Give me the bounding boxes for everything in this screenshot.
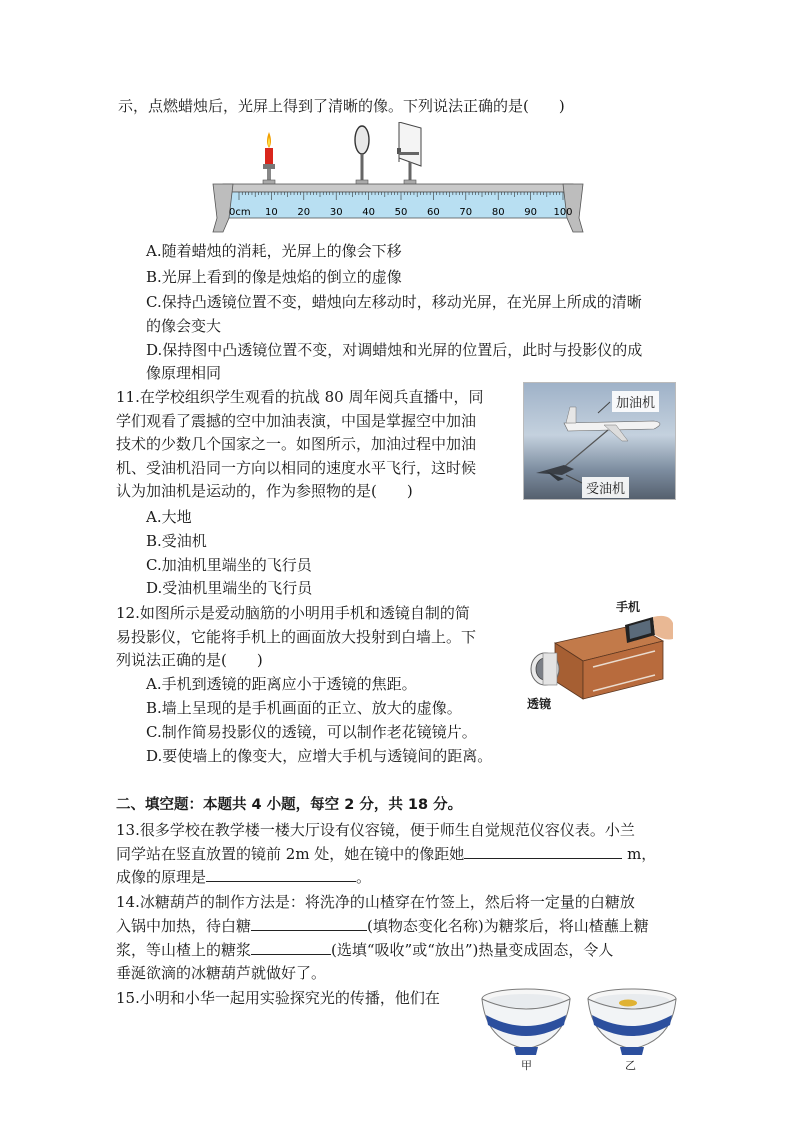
q13-unit: m，	[622, 845, 657, 863]
q11-option-a: A.大地	[146, 508, 192, 526]
bowl-jia-icon	[482, 989, 570, 1055]
bench-tick-label: 70	[459, 207, 473, 218]
bowls-figure	[478, 985, 688, 1073]
q14-blank-heat[interactable]	[251, 940, 331, 955]
bowls-svg	[478, 985, 688, 1073]
q13-period: 。	[356, 868, 372, 886]
coin-icon	[619, 1000, 637, 1007]
q11-option-d: D.受油机里端坐的飞行员	[146, 579, 313, 597]
optical-bench-svg	[205, 122, 590, 234]
q11-stem-line3: 技术的少数几个国家之一。如图所示，加油过程中加油	[116, 435, 477, 453]
tanker-aircraft-icon	[564, 407, 660, 467]
q15-line1: 15.小明和小华一起用实验探究光的传播，他们在	[116, 989, 440, 1007]
q14-line2	[116, 916, 649, 936]
q14-line2-tail: (填物态变化名称)为糖浆后，将山楂蘸上糖	[367, 917, 649, 935]
q11-option-c: C.加油机里端坐的飞行员	[146, 556, 312, 574]
q14-line3-text: 浆，等山楂上的糖浆	[116, 941, 252, 959]
q12-stem-line2: 易投影仪，它能将手机上的画面放大投射到白墙上。下	[116, 628, 477, 646]
q12-stem-line3: 列说法正确的是( )	[116, 651, 263, 669]
q10-option-d: D.保持图中凸透镜位置不变，对调蜡烛和光屏的位置后，此时与投影仪的成	[146, 341, 643, 359]
diy-projector-photo	[523, 595, 676, 715]
bench-tick-label: 100	[553, 207, 573, 218]
q13-line3-text: 成像的原理是	[116, 868, 207, 886]
q14-line2-text: 入锅中加热，待白糖	[116, 917, 252, 935]
q13-line3	[116, 867, 371, 887]
bench-tick-label: 60	[427, 207, 440, 218]
bowl-jia-label: 甲	[521, 1059, 532, 1072]
q10-stem: 示，点燃蜡烛后，光屏上得到了清晰的像。下列说法正确的是( )	[118, 97, 565, 115]
q10-option-d-cont: 像原理相同	[146, 364, 222, 382]
q11-stem-line2: 学们观看了震撼的空中加油表演，中国是掌握空中加油	[116, 412, 477, 430]
optical-bench-figure	[205, 122, 590, 234]
tanker-label: 加油机	[612, 391, 659, 412]
q10-option-b: B.光屏上看到的像是烛焰的倒立的虚像	[146, 268, 402, 286]
section-two-heading: 二、填空题：本题共 4 小题，每空 2 分，共 18 分。	[116, 797, 463, 813]
q12-option-b: B.墙上呈现的是手机画面的正立、放大的虚像。	[146, 699, 462, 717]
q14-line3	[116, 940, 613, 960]
bench-tick-label: 10	[265, 207, 278, 218]
q14-line4: 垂涎欲滴的冰糖葫芦就做好了。	[116, 964, 327, 982]
bench-tick-label: 80	[491, 207, 505, 218]
candle-icon	[263, 132, 275, 188]
q12-stem-line1: 12.如图所示是爱动脑筋的小明用手机和透镜自制的简	[116, 604, 470, 622]
q11-stem-line5: 认为加油机是运动的，作为参照物的是( )	[116, 482, 413, 500]
q14-line3-tail: (选填“吸收”或“放出”)热量变成固态，令人	[331, 941, 614, 959]
bench-tick-label: 40	[362, 207, 375, 218]
q12-option-c: C.制作简易投影仪的透镜，可以制作老花镜镜片。	[146, 723, 477, 741]
q13-line1: 13.很多学校在教学楼一楼大厅设有仪容镜，便于师生自觉规范仪容仪表。小兰	[116, 821, 635, 839]
q13-blank-principle[interactable]	[206, 867, 356, 882]
q13-line2	[116, 844, 656, 864]
q10-option-a: A.随着蜡烛的消耗，光屏上的像会下移	[146, 242, 402, 260]
q12-option-a: A.手机到透镜的距离应小于透镜的焦距。	[146, 675, 417, 693]
bench-unit-label: 0cm	[229, 207, 251, 218]
bowl-yi-label: 乙	[625, 1059, 636, 1072]
q13-line2-text: 同学站在竖直放置的镜前 2m 处，她在镜中的像距她	[116, 845, 465, 863]
q11-option-b: B.受油机	[146, 532, 207, 550]
lens-label: 透镜	[527, 697, 552, 711]
phone-label: 手机	[616, 600, 641, 614]
q14-line1: 14.冰糖葫芦的制作方法是：将洗净的山楂穿在竹签上，然后将一定量的白糖放	[116, 893, 635, 911]
q10-option-c-cont: 的像会变大	[146, 317, 222, 335]
bench-tick-label: 20	[297, 207, 311, 218]
light-screen-icon	[397, 122, 421, 188]
receiver-label: 受油机	[582, 477, 629, 498]
bowl-yi-icon	[588, 989, 676, 1055]
q10-option-c: C.保持凸透镜位置不变，蜡烛向左移动时，移动光屏，在光屏上所成的清晰	[146, 293, 642, 311]
q11-stem-line1: 11.在学校组织学生观看的抗战 80 周年阅兵直播中，同	[116, 388, 484, 406]
lens-barrel-icon	[531, 653, 559, 685]
aerial-refueling-photo	[523, 382, 676, 500]
bench-tick-label: 90	[524, 207, 537, 218]
q12-option-d: D.要使墙上的像变大，应增大手机与透镜间的距离。	[146, 747, 493, 765]
bench-tick-label: 30	[329, 207, 343, 218]
convex-lens-icon	[355, 126, 369, 188]
q11-stem-line4: 机、受油机沿同一方向以相同的速度水平飞行，这时候	[116, 459, 477, 477]
q13-blank-distance[interactable]	[464, 844, 622, 859]
receiver-aircraft-icon	[536, 465, 574, 481]
q14-blank-state-change[interactable]	[251, 916, 367, 931]
bench-tick-label: 50	[394, 207, 408, 218]
